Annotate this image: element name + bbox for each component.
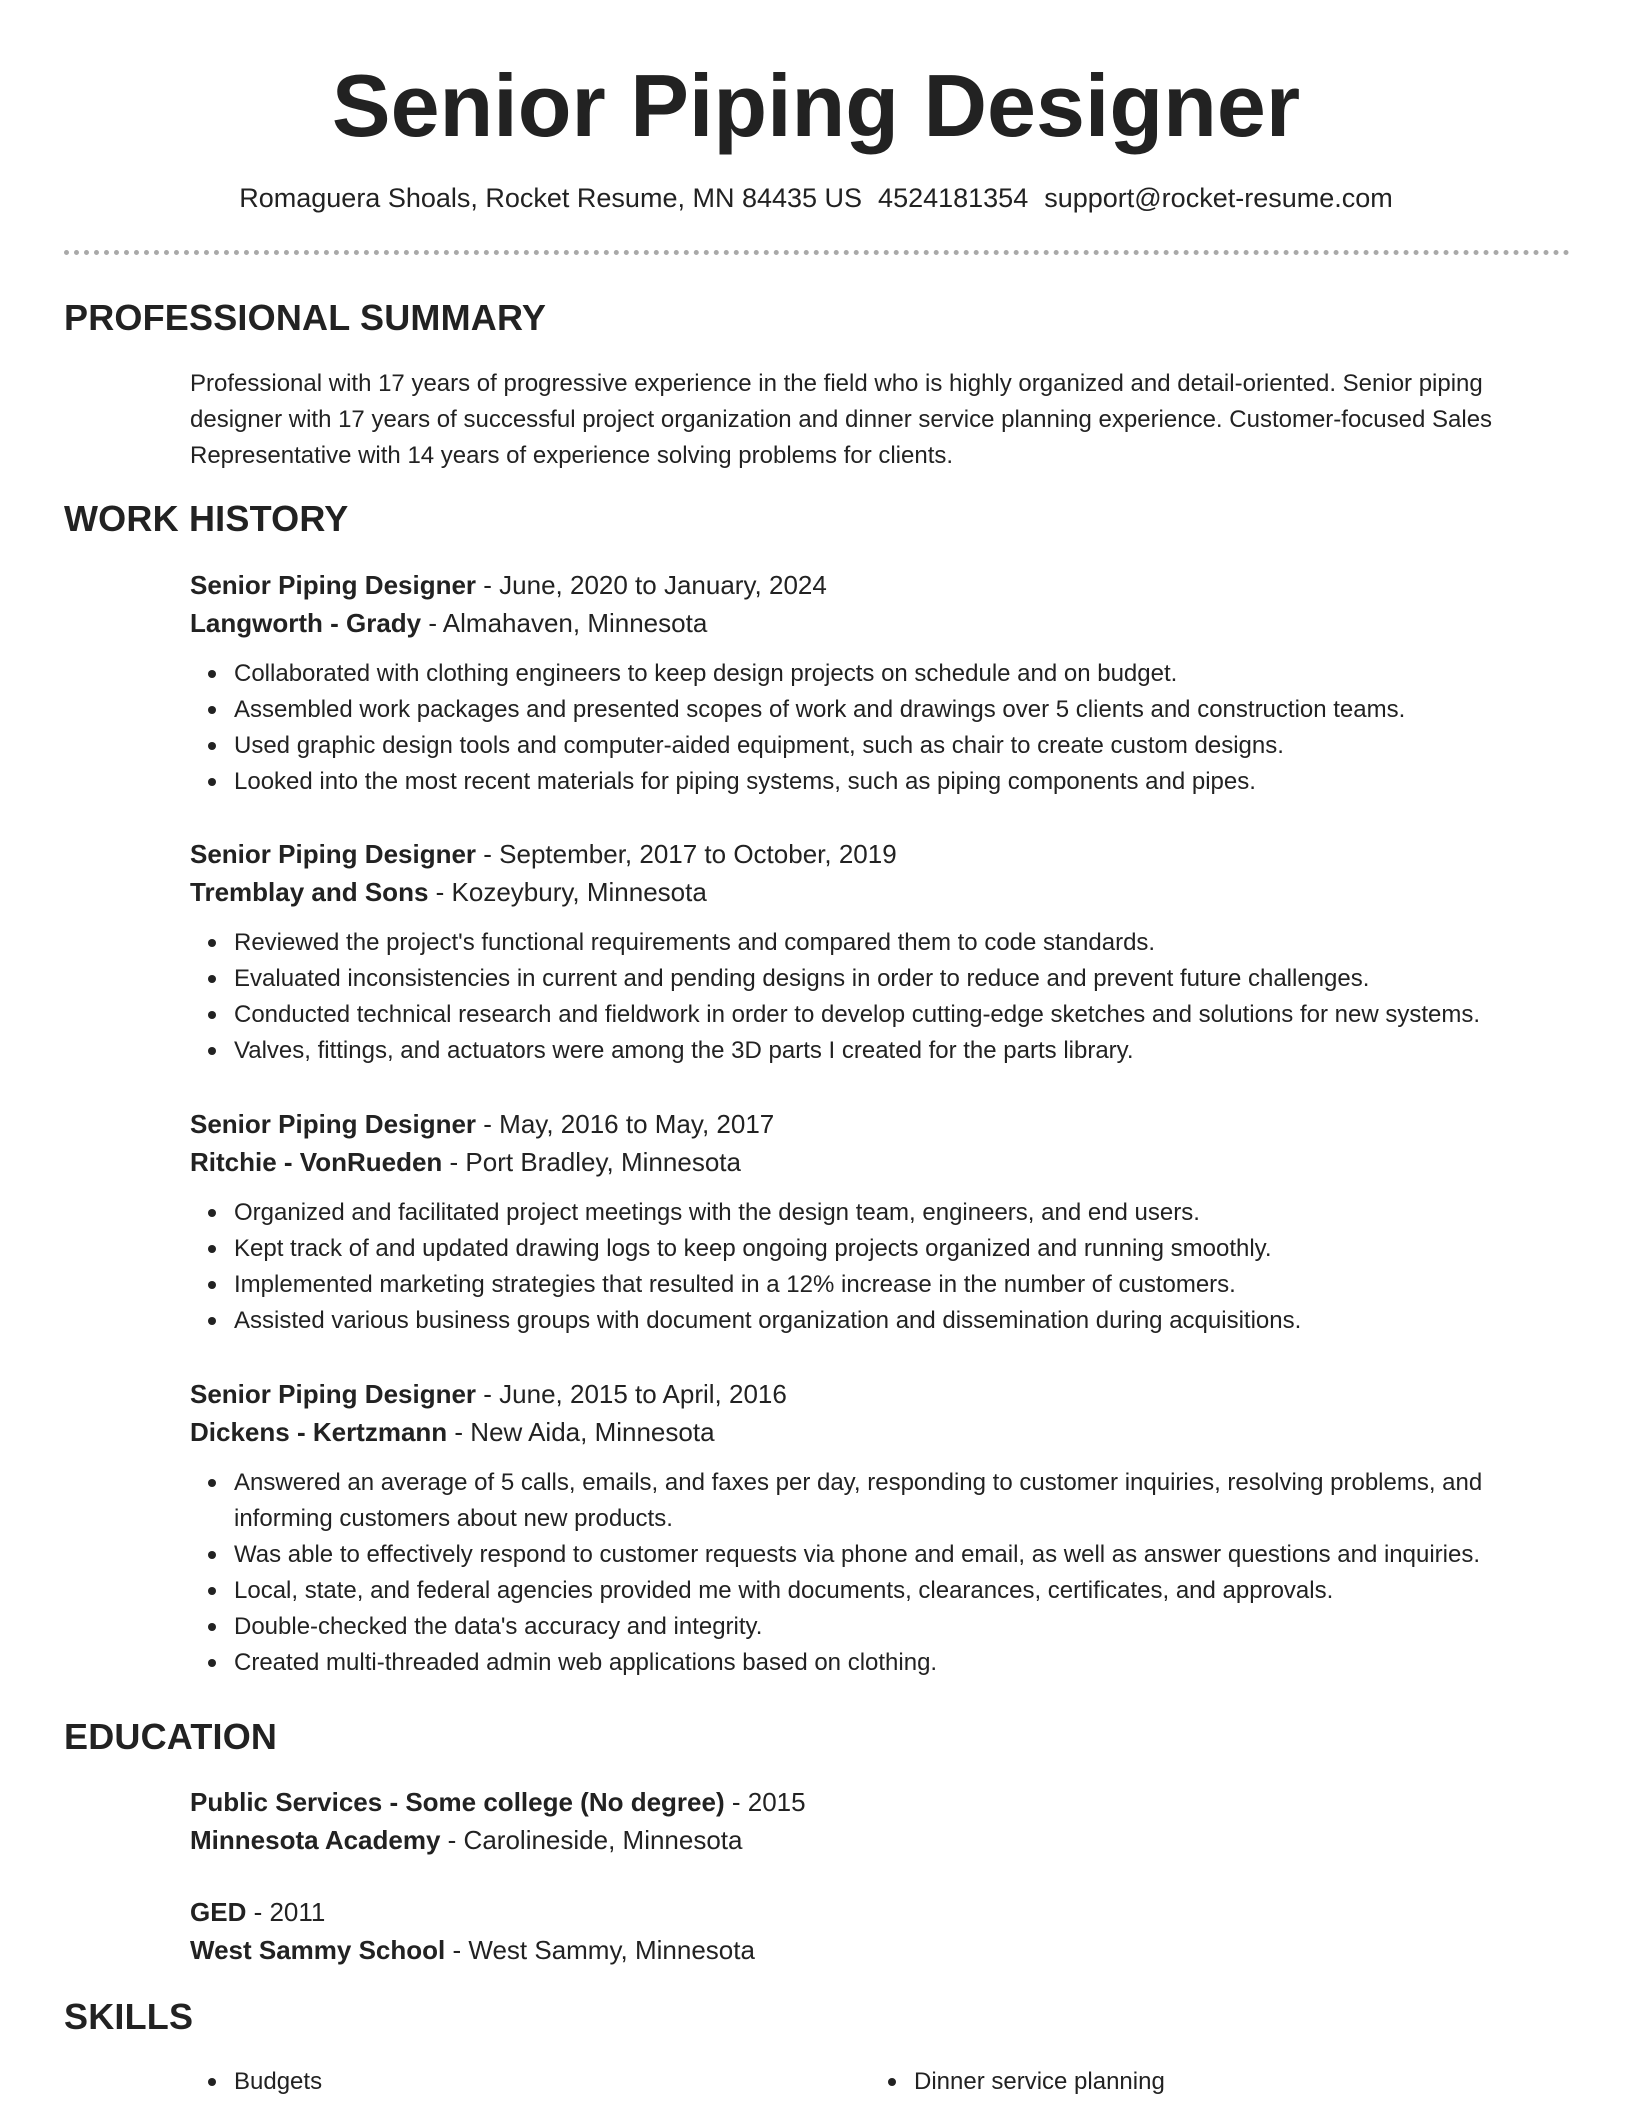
job-dates: - September, 2017 to October, 2019 — [476, 839, 897, 869]
section-title-skills: SKILLS — [64, 1996, 194, 2037]
job-title: Senior Piping Designer — [190, 1379, 477, 1409]
list-item: Implemented marketing strategies that resulted in a 12% increase in the number of customers. — [234, 1267, 1570, 1303]
list-item: Organized and facilitated project meetings with the design team, engineers, and end users. — [234, 1195, 1570, 1231]
list-item: Answered an average of 5 calls, emails, and faxes per day, responding to customer inquiries, resolving problems, and informing customers about new products. — [234, 1465, 1570, 1537]
job-company-line — [190, 1143, 1570, 1181]
contact-phone: 4524181354 — [878, 183, 1029, 213]
job-entry — [190, 1105, 1570, 1339]
job-bullets — [190, 1465, 1570, 1681]
education-entry — [190, 1783, 1570, 1859]
education-degree-line — [190, 1783, 1570, 1821]
job-bullets — [190, 656, 1570, 800]
skills-column-left — [190, 2064, 870, 2100]
education-degree: Public Services - Some college (No degree) — [190, 1787, 725, 1817]
skill-item: Budgets — [234, 2064, 870, 2100]
contact-email: support@rocket-resume.com — [1044, 183, 1393, 213]
header-divider — [64, 250, 1570, 255]
education-school: Minnesota Academy — [190, 1825, 441, 1855]
job-dates: - June, 2020 to January, 2024 — [476, 570, 827, 600]
list-item: Evaluated inconsistencies in current and pending designs in order to reduce and prevent future challenges. — [234, 961, 1570, 997]
list-item: Looked into the most recent materials for piping systems, such as piping components and pipes. — [234, 764, 1570, 800]
list-item: Collaborated with clothing engineers to keep design projects on schedule and on budget. — [234, 656, 1570, 692]
job-dates: - June, 2015 to April, 2016 — [476, 1379, 787, 1409]
list-item: Kept track of and updated drawing logs to keep ongoing projects organized and running smoothly. — [234, 1231, 1570, 1267]
list-item: Valves, fittings, and actuators were among the 3D parts I created for the parts library. — [234, 1033, 1570, 1069]
education-degree-line — [190, 1893, 1570, 1931]
list-item: Created multi-threaded admin web applications based on clothing. — [234, 1645, 1570, 1681]
job-title-line — [190, 1375, 1570, 1413]
job-location: - New Aida, Minnesota — [447, 1417, 715, 1447]
job-company-line — [190, 604, 1570, 642]
job-entry — [190, 566, 1570, 800]
resume-name: Senior Piping Designer — [331, 56, 1301, 155]
job-title: Senior Piping Designer — [190, 570, 477, 600]
job-bullets — [190, 1195, 1570, 1339]
skills-column-right — [870, 2064, 1550, 2100]
summary-text: Professional with 17 years of progressive experience in the field who is highly organized and detail-oriented. Senior piping designer with 17 years of successful project organization and dinner service planning experience. Customer-focused Sales Representative with 14 years of experience solving problems for clients. — [190, 370, 1493, 469]
list-item: Assembled work packages and presented scopes of work and drawings over 5 clients and construction teams. — [234, 692, 1570, 728]
list-item: Assisted various business groups with document organization and dissemination during acquisitions. — [234, 1303, 1570, 1339]
section-title-work-history: WORK HISTORY — [64, 498, 349, 539]
job-title: Senior Piping Designer — [190, 839, 477, 869]
job-company: Langworth - Grady — [190, 608, 422, 638]
section-title-education: EDUCATION — [64, 1716, 278, 1757]
job-company: Dickens - Kertzmann — [190, 1417, 448, 1447]
list-item: Double-checked the data's accuracy and integrity. — [234, 1609, 1570, 1645]
education-entry — [190, 1893, 1570, 1969]
contact-line — [0, 180, 1632, 216]
job-company: Ritchie - VonRueden — [190, 1147, 443, 1177]
job-dates: - May, 2016 to May, 2017 — [476, 1109, 775, 1139]
education-year: - 2011 — [246, 1897, 326, 1927]
job-company: Tremblay and Sons — [190, 877, 429, 907]
education-location: - Carolineside, Minnesota — [440, 1825, 743, 1855]
skill-item: Dinner service planning — [914, 2064, 1550, 2100]
job-location: - Port Bradley, Minnesota — [442, 1147, 741, 1177]
job-company-line — [190, 1413, 1570, 1451]
education-school: West Sammy School — [190, 1935, 446, 1965]
contact-address: Romaguera Shoals, Rocket Resume, MN 84435 US — [239, 183, 863, 213]
job-title-line — [190, 1105, 1570, 1143]
job-title-line — [190, 566, 1570, 604]
education-year: - 2015 — [724, 1787, 806, 1817]
list-item: Was able to effectively respond to customer requests via phone and email, as well as answer questions and inquiries. — [234, 1537, 1570, 1573]
education-school-line — [190, 1821, 1570, 1859]
job-entry — [190, 1375, 1570, 1681]
job-title-line — [190, 835, 1570, 873]
education-degree: GED — [190, 1897, 247, 1927]
job-company-line — [190, 873, 1570, 911]
job-location: - Almahaven, Minnesota — [421, 608, 708, 638]
job-entry — [190, 835, 1570, 1069]
job-bullets — [190, 925, 1570, 1069]
job-title: Senior Piping Designer — [190, 1109, 477, 1139]
list-item: Reviewed the project's functional requirements and compared them to code standards. — [234, 925, 1570, 961]
list-item: Used graphic design tools and computer-aided equipment, such as chair to create custom designs. — [234, 728, 1570, 764]
education-school-line — [190, 1931, 1570, 1969]
skills-list — [190, 2064, 1570, 2100]
job-location: - Kozeybury, Minnesota — [428, 877, 707, 907]
list-item: Conducted technical research and fieldwork in order to develop cutting-edge sketches and solutions for new systems. — [234, 997, 1570, 1033]
list-item: Local, state, and federal agencies provided me with documents, clearances, certificates, and approvals. — [234, 1573, 1570, 1609]
education-location: - West Sammy, Minnesota — [445, 1935, 755, 1965]
section-title-summary: PROFESSIONAL SUMMARY — [64, 297, 547, 338]
